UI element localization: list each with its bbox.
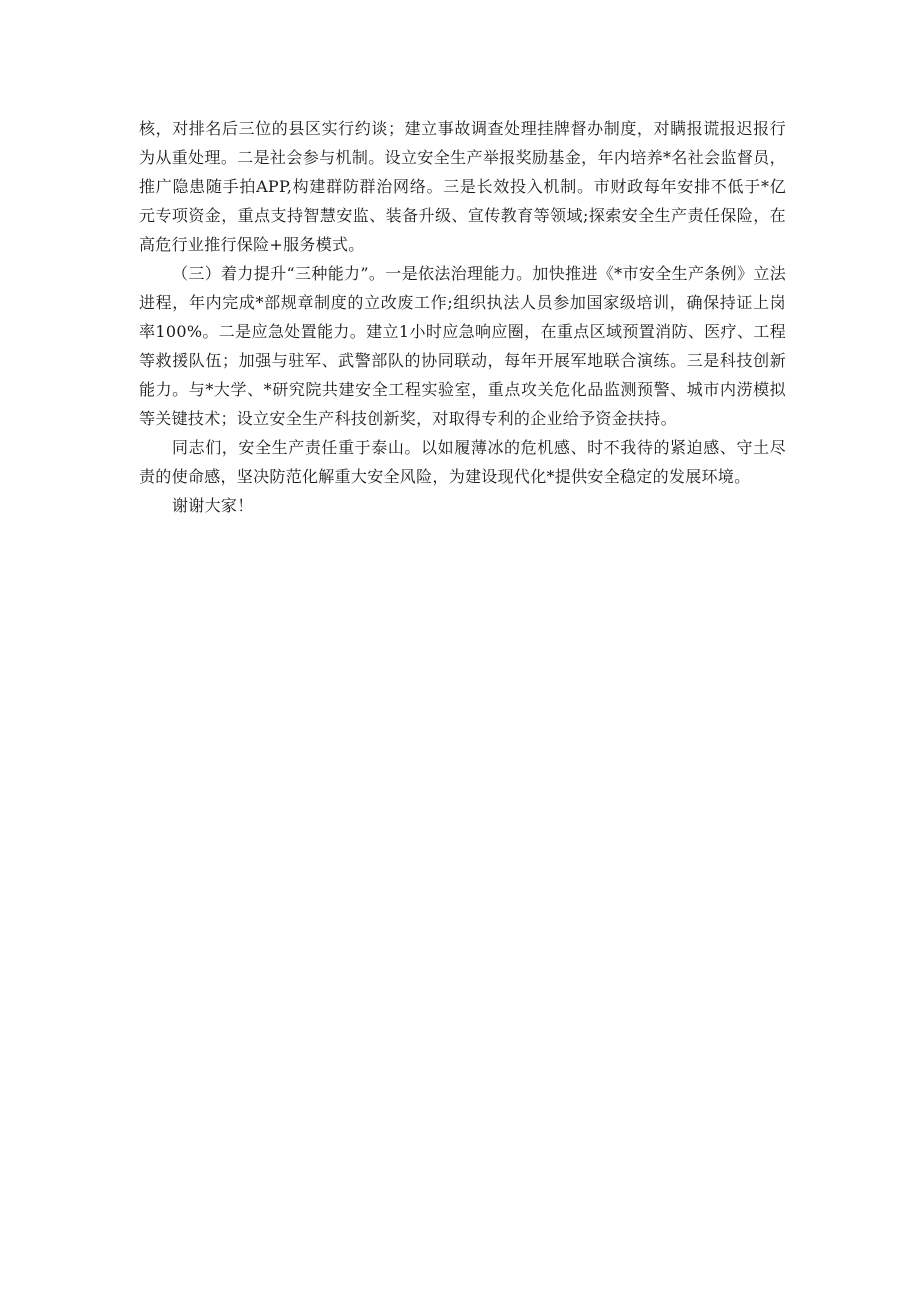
paragraph-closing-remarks: 同志们，安全生产责任重于泰山。以如履薄冰的危机感、时不我待的紧迫感、守土尽责的使命感，坚决防范化解重大安全风险，为建设现代化*提供安全稳定的发展环境。 bbox=[139, 438, 786, 486]
paragraph-three-capabilities: （三）着力提升“三种能力”。一是依法治理能力。加快推进《*市安全生产条例》立法进程，年内完成*部规章制度的立改废工作;组织执法人员参加国家级培训，确保持证上岗率100%。二是应急处置能力。建立1小时应急响应圈，在重点区域预置消防、医疗、工程等救援队伍；加强与驻军、武警部队的协同联动，每年开展军地联合演练。三是科技创新能力。与*大学、*研究院共建安全工程实验室，重点攻关危化品监测预警、城市内涝模拟等关键技术；设立安全生产科技创新奖，对取得专利的企业给予资金扶持。 bbox=[139, 264, 786, 428]
paragraph-thanks: 谢谢大家！ bbox=[172, 496, 254, 515]
document-body bbox=[139, 114, 786, 520]
paragraph-mechanisms-continued: 核，对排名后三位的县区实行约谈；建立事故调查处理挂牌督办制度，对瞒报谎报迟报行为从重处理。二是社会参与机制。设立安全生产举报奖励基金，年内培养*名社会监督员，推广隐患随手拍APP,构建群防群治网络。三是长效投入机制。市财政每年安排不低于*亿元专项资金，重点支持智慧安监、装备升级、宣传教育等领域;探索安全生产责任保险，在高危行业推行保险+服务模式。 bbox=[139, 119, 786, 254]
